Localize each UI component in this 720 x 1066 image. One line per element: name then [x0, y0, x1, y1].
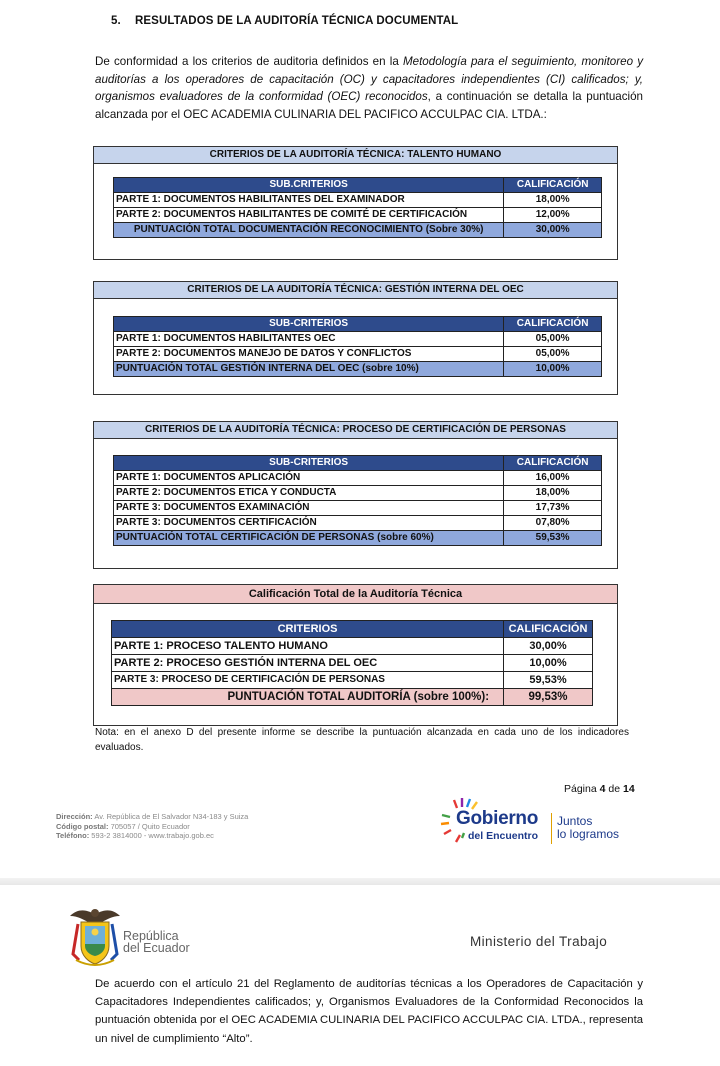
- total-label: PUNTUACIÓN TOTAL AUDITORÍA (sobre 100%):: [112, 689, 504, 706]
- table-row: [114, 332, 602, 347]
- slogan-line-2: lo logramos: [557, 827, 620, 841]
- row-label: PARTE 3: DOCUMENTOS CERTIFICACIÓN: [114, 516, 504, 531]
- section-gestion-interna: [93, 281, 618, 395]
- row-label: PARTE 3: PROCESO DE CERTIFICACIÓN DE PERSONAS: [112, 672, 504, 689]
- section-talento-humano: [93, 146, 618, 260]
- criteria-table: [113, 177, 602, 238]
- address-value: Av. República de El Salvador N34-183 y Suiza: [92, 812, 249, 821]
- table-row: [114, 208, 602, 223]
- section-heading: [111, 15, 458, 27]
- total-row: [114, 362, 602, 377]
- logo-slogan: [557, 815, 619, 841]
- row-label: PARTE 3: DOCUMENTOS EXAMINACIÓN: [114, 501, 504, 516]
- table-row: [114, 486, 602, 501]
- column-header-subcriteria: SUB-CRITERIOS: [114, 317, 504, 332]
- criteria-table: [113, 455, 602, 546]
- row-value: 18,00%: [504, 193, 602, 208]
- column-header-score: CALIFICACIÓN: [504, 456, 602, 471]
- row-label: PARTE 2: DOCUMENTOS MANEJO DE DATOS Y CONFLICTOS: [114, 347, 504, 362]
- republica-del-ecuador: [123, 930, 190, 954]
- page-total: 14: [622, 783, 635, 795]
- total-row: [114, 223, 602, 238]
- section-title-bar: Calificación Total de la Auditoría Técnica: [94, 585, 617, 604]
- page-number: [564, 783, 635, 795]
- total-label: PUNTUACIÓN TOTAL CERTIFICACIÓN DE PERSONAS (sobre 60%): [114, 531, 504, 546]
- intro-paragraph: [95, 53, 643, 123]
- logo-word-gobierno: Gobierno: [456, 808, 539, 829]
- total-value: 59,53%: [504, 531, 602, 546]
- row-value: 18,00%: [504, 486, 602, 501]
- column-header-subcriteria: SUB.CRITERIOS: [114, 178, 504, 193]
- row-value: 16,00%: [504, 471, 602, 486]
- total-row: [112, 689, 593, 706]
- page-separator: de: [605, 783, 623, 795]
- row-value: 12,00%: [504, 208, 602, 223]
- final-table: [111, 620, 593, 706]
- total-row: [114, 531, 602, 546]
- row-value: 10,00%: [504, 655, 593, 672]
- section-title: RESULTADOS DE LA AUDITORÍA TÉCNICA DOCUMENTAL: [135, 15, 459, 27]
- row-value: 05,00%: [504, 347, 602, 362]
- postal-label: Código postal:: [56, 821, 109, 831]
- table-row: [112, 655, 593, 672]
- total-value: 10,00%: [504, 362, 602, 377]
- total-value: 30,00%: [504, 223, 602, 238]
- slogan-line-1: Juntos: [557, 814, 593, 828]
- row-value: 30,00%: [504, 638, 593, 655]
- section-title-bar: CRITERIOS DE LA AUDITORÍA TÉCNICA: PROCESO DE CERTIFICACIÓN DE PERSONAS: [94, 422, 617, 439]
- table-row: [112, 672, 593, 689]
- row-label: PARTE 2: DOCUMENTOS HABILITANTES DE COMITÉ DE CERTIFICACIÓN: [114, 208, 504, 223]
- row-label: PARTE 1: DOCUMENTOS APLICACIÓN: [114, 471, 504, 486]
- criteria-table: [113, 316, 602, 377]
- total-value: 99,53%: [504, 689, 593, 706]
- row-value: 17,73%: [504, 501, 602, 516]
- phone-value: 593-2 3814000 - www.trabajo.gob.ec: [89, 831, 214, 840]
- rep-line-2: del Ecuador: [123, 941, 190, 955]
- row-value: 07,80%: [504, 516, 602, 531]
- intro-text-start: De conformidad a los criterios de auditoria definidos en la: [95, 55, 403, 68]
- column-header-subcriteria: SUB-CRITERIOS: [114, 456, 504, 471]
- row-value: 59,53%: [504, 672, 593, 689]
- logo-divider: [551, 813, 552, 844]
- footer-contact: [56, 812, 248, 841]
- phone-label: Teléfono:: [56, 831, 90, 840]
- total-label: PUNTUACIÓN TOTAL DOCUMENTACIÓN RECONOCIMIENTO (Sobre 30%): [114, 223, 504, 238]
- methodology-title: Metodología para el seguimiento, monitoreo y auditorías a los operadores de capacitación (OC) y capacitadores independientes (CI) calificados; y, organismos evaluadores de la conformidad (OEC) reconocidos: [95, 55, 643, 104]
- table-row: [112, 638, 593, 655]
- page-current: 4: [599, 783, 606, 795]
- table-row: [114, 501, 602, 516]
- address-label: Dirección:: [56, 812, 93, 821]
- column-header-criteria: CRITERIOS: [112, 621, 504, 638]
- row-label: PARTE 1: DOCUMENTOS HABILITANTES OEC: [114, 332, 504, 347]
- gobierno-logo: [440, 796, 640, 846]
- logo-word-encuentro: del Encuentro: [468, 830, 539, 842]
- page-prefix: Página: [564, 783, 600, 795]
- closing-paragraph: De acuerdo con el artículo 21 del Reglamento de auditorías técnicas a los Operadores de Capacitación y Capacitadores Independientes calificados; y, Organismos Evaluadores de la Conformidad Reconocidos la puntuación obtenida por el OEC ACADEMIA CULINARIA DEL PACIFICO ACCULPAC CIA. LTDA., representa un nivel de cumplimiento “Alto”.: [95, 978, 643, 1045]
- note: Nota: en el anexo D del presente informe se describe la puntuación alcanzada en cada uno de los indicadores evaluados.: [95, 727, 629, 753]
- rep-line-1: República: [123, 929, 179, 943]
- row-label: PARTE 2: DOCUMENTOS ETICA Y CONDUCTA: [114, 486, 504, 501]
- row-label: PARTE 2: PROCESO GESTIÓN INTERNA DEL OEC: [112, 655, 504, 672]
- table-row: [114, 471, 602, 486]
- section-number: 5.: [111, 15, 121, 27]
- intro-text-end: , a continuación se detalla la puntuación alcanzada por el OEC ACADEMIA CULINARIA DEL PACIFICO ACCULPAC CIA. LTDA.:: [95, 90, 644, 121]
- ministerio-title: Ministerio del Trabajo: [470, 934, 608, 949]
- table-row: [114, 347, 602, 362]
- section-title-bar: CRITERIOS DE LA AUDITORÍA TÉCNICA: TALENTO HUMANO: [94, 147, 617, 164]
- row-value: 05,00%: [504, 332, 602, 347]
- row-label: PARTE 1: PROCESO TALENTO HUMANO: [112, 638, 504, 655]
- postal-value: 705057 / Quito Ecuador: [108, 821, 190, 831]
- section-title-bar: CRITERIOS DE LA AUDITORÍA TÉCNICA: GESTIÓN INTERNA DEL OEC: [94, 282, 617, 299]
- coat-of-arms-icon: [66, 904, 124, 968]
- column-header-score: CALIFICACIÓN: [504, 178, 602, 193]
- row-label: PARTE 1: DOCUMENTOS HABILITANTES DEL EXAMINADOR: [114, 193, 504, 208]
- section-calificacion-total: [93, 584, 618, 726]
- section-certificacion-personas: [93, 421, 618, 569]
- column-header-score: CALIFICACIÓN: [504, 621, 593, 638]
- table-row: [114, 193, 602, 208]
- table-row: [114, 516, 602, 531]
- column-header-score: CALIFICACIÓN: [504, 317, 602, 332]
- total-label: PUNTUACIÓN TOTAL GESTIÓN INTERNA DEL OEC (sobre 10%): [114, 362, 504, 377]
